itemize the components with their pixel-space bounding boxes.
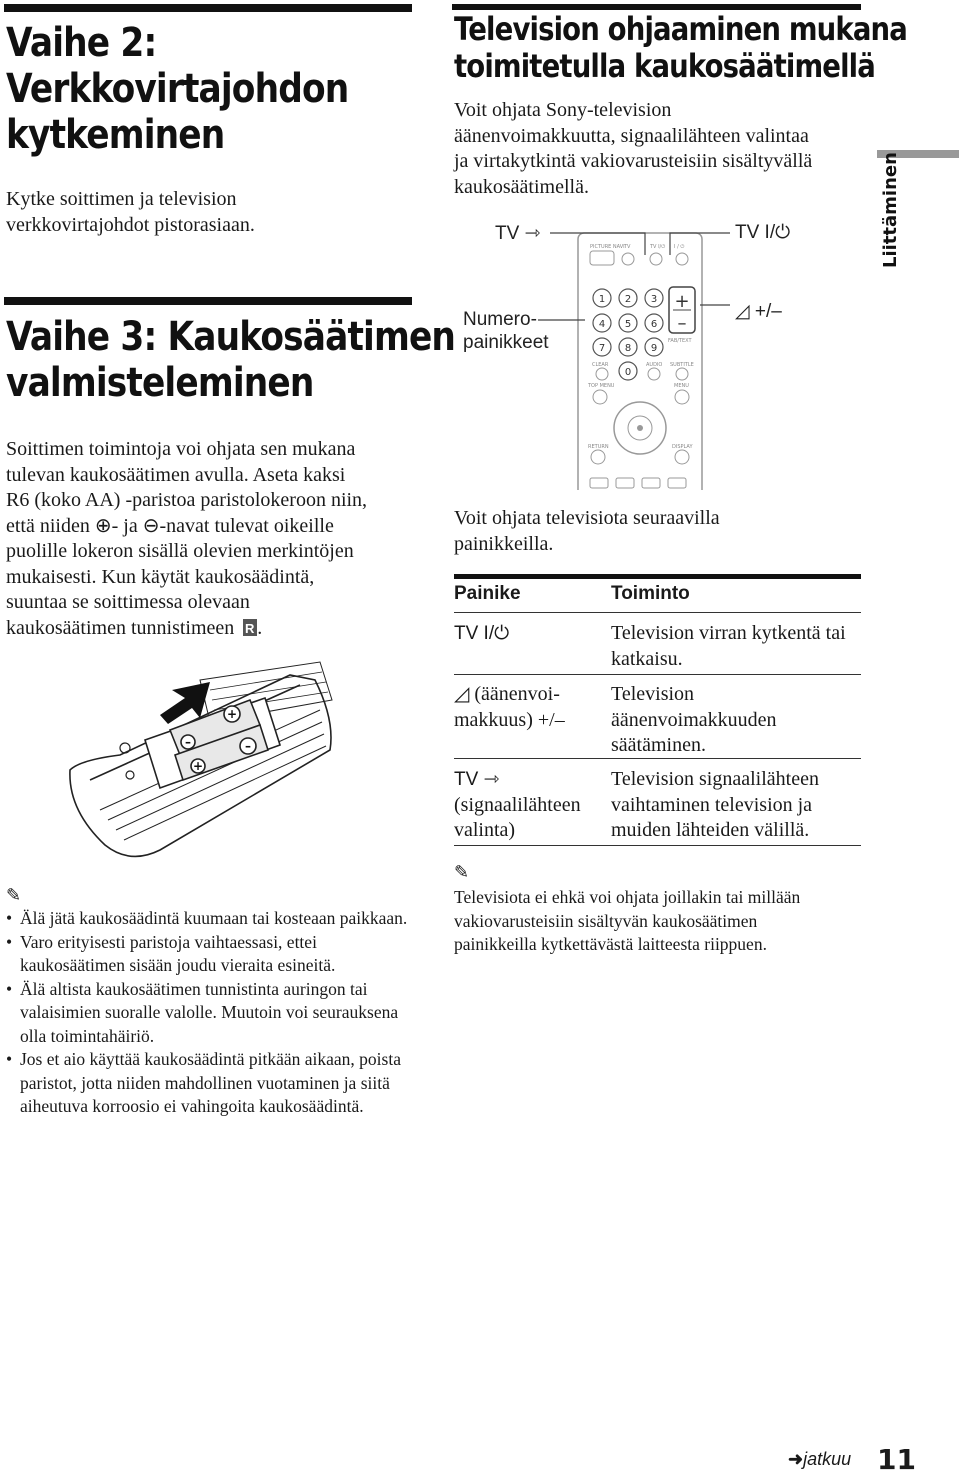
table-cell-function bbox=[611, 682, 863, 759]
tv-control-heading bbox=[454, 11, 960, 85]
remote-label: FAB/TEXT bbox=[668, 338, 692, 344]
cell-line: TV ⇾ bbox=[454, 769, 500, 790]
step3-notes bbox=[6, 907, 416, 1119]
heading-line: Verkkovirtajohdon bbox=[6, 66, 349, 112]
table-row bbox=[454, 758, 861, 846]
digit-label: 7 bbox=[598, 343, 606, 354]
body-line: R6 (koko AA) -paristoa paristolokeroon niin, bbox=[6, 489, 368, 511]
continue-indicator bbox=[788, 1449, 851, 1470]
remote-label: CLEAR bbox=[592, 362, 609, 368]
callout-line: Numero- bbox=[463, 309, 537, 330]
note-line: painikkeilla kytkettävästä laitteesta riippuen. bbox=[454, 934, 767, 954]
cell-line: (signaalilähteen bbox=[454, 793, 581, 816]
body-line: Voit ohjata Sony-television bbox=[454, 99, 672, 121]
cell-line: Television virran kytkentä tai bbox=[611, 622, 846, 644]
heading-line: toimitetulla kaukosäätimellä bbox=[454, 47, 875, 85]
step2-body: Kytke soittimen ja television verkkovirtajohdot pistorasiaan. bbox=[6, 188, 255, 236]
cell-line: Television bbox=[611, 683, 695, 705]
table-header-function: Toiminto bbox=[611, 583, 690, 604]
body-line: suuntaa se soittimessa olevaan bbox=[6, 591, 250, 613]
table-row bbox=[454, 674, 861, 759]
body-line: tulevan kaukosäätimen avulla. Aseta kaksi bbox=[6, 463, 346, 486]
svg-text:+: + bbox=[192, 759, 204, 773]
body-line: mukaisesti. Kun käytät kaukosäädintä, bbox=[6, 565, 315, 588]
digit-label: 5 bbox=[624, 319, 632, 330]
heading-line: valmisteleminen bbox=[6, 360, 314, 406]
digit-label: 9 bbox=[650, 343, 658, 354]
remote-label: TV bbox=[624, 244, 631, 250]
continue-arrow-icon: ➜ bbox=[788, 1449, 804, 1469]
body-line-text: kaukosäätimen tunnistimeen bbox=[6, 616, 235, 639]
step2-heading bbox=[6, 20, 404, 158]
callout-line: painikkeet bbox=[463, 332, 549, 353]
cell-line: vaihtaminen television ja bbox=[611, 793, 813, 816]
digit-label: 6 bbox=[650, 319, 658, 330]
remote-label: RETURN bbox=[588, 444, 609, 450]
page-number: 11 bbox=[877, 1443, 916, 1476]
cell-line: makkuus) +/– bbox=[454, 708, 565, 731]
digit-label: 4 bbox=[598, 319, 606, 330]
svg-text:–: – bbox=[245, 739, 251, 753]
remote-label: TOP MENU bbox=[588, 383, 615, 389]
svg-text:–: – bbox=[677, 313, 687, 334]
section-rule bbox=[4, 4, 412, 12]
remote-label: SUBTITLE bbox=[670, 362, 694, 368]
svg-text:–: – bbox=[185, 735, 191, 749]
cell-line: katkaisu. bbox=[611, 647, 683, 670]
note-line: Televisiota ei ehkä voi ohjata joillakin tai millään bbox=[454, 887, 801, 907]
note-item: • Älä jätä kaukosäädintä kuumaan tai kosteaan paikkaan. bbox=[6, 907, 416, 931]
svg-text:R: R bbox=[245, 620, 255, 636]
table-cell-button bbox=[454, 682, 604, 733]
table-intro bbox=[454, 506, 720, 557]
heading-line: kytkeminen bbox=[6, 112, 225, 158]
body-line: että niiden ⊕- ja ⊖-navat tulevat oikeille bbox=[6, 514, 334, 537]
heading-line: Television ohjaaminen mukana bbox=[454, 10, 907, 48]
step3-body bbox=[6, 437, 416, 641]
tv-control-note bbox=[454, 886, 800, 957]
remote-sensor-icon bbox=[243, 619, 257, 636]
cell-line: ◿ (äänenvoi- bbox=[454, 683, 560, 705]
cell-line: Television signaalilähteen bbox=[611, 768, 819, 790]
section-rule bbox=[4, 297, 412, 305]
table-cell-button bbox=[454, 767, 604, 844]
body-line: äänenvoimakkuutta, signaalilähteen valintaa bbox=[454, 124, 809, 147]
cell-line: säätäminen. bbox=[611, 734, 706, 756]
body-line: ja virtakytkintä vakiovarusteisiin sisältyvällä bbox=[454, 150, 813, 172]
remote-label: AUDIO bbox=[646, 362, 663, 368]
cell-line: valinta) bbox=[454, 819, 516, 841]
digit-label: 8 bbox=[624, 343, 632, 354]
table-row bbox=[454, 612, 861, 673]
step3-heading bbox=[6, 314, 528, 406]
table-top-rule bbox=[454, 574, 861, 579]
heading-line: Vaihe 2: bbox=[6, 20, 157, 66]
body-line: Voit ohjata televisiota seuraavilla bbox=[454, 507, 720, 529]
svg-text:+: + bbox=[226, 707, 238, 721]
callout-tv-power: TV I/⏻ bbox=[735, 222, 791, 243]
remote-label: MENU bbox=[674, 383, 689, 389]
digit-label: 2 bbox=[624, 294, 632, 305]
remote-label: I / ⏻ bbox=[674, 244, 685, 250]
note-icon: ✎ bbox=[6, 885, 22, 906]
remote-label: TV I/⏻ bbox=[650, 244, 666, 250]
note-item: • Jos et aio käyttää kaukosäädintä pitkään aikaan, poista paristot, jotta niiden mahdollinen vuotaminen ja siitä aiheutuva korroosio ei vahingoita kaukosäädintä. bbox=[6, 1048, 416, 1119]
note-icon: ✎ bbox=[454, 862, 470, 883]
body-line: Soittimen toimintoja voi ohjata sen mukana bbox=[6, 438, 356, 460]
table-cell-function bbox=[611, 621, 863, 672]
continue-label: jatkuu bbox=[803, 1449, 852, 1469]
side-tab-label: Liittäminen bbox=[880, 152, 901, 268]
tv-control-body bbox=[454, 98, 864, 200]
cell-line: TV I/⏻ bbox=[454, 623, 510, 644]
note-item: • Älä altista kaukosäätimen tunnistinta auringon tai valaisimien suoralle valolle. Muutoin voi seurauksena olla toimintahäiriö. bbox=[6, 978, 416, 1049]
callout-number-buttons bbox=[463, 308, 549, 354]
table-header-button: Painike bbox=[454, 583, 521, 604]
note-item: • Varo erityisesti paristoja vaihtaessasi, ettei kaukosäätimen sisään joudu vieraita esineitä. bbox=[6, 931, 416, 978]
digit-label: 1 bbox=[598, 294, 606, 305]
heading-line: Vaihe 3: Kaukosäätimen bbox=[6, 314, 456, 360]
body-line: painikkeilla. bbox=[454, 532, 554, 555]
table-cell-button bbox=[454, 621, 604, 647]
remote-label: DISPLAY bbox=[672, 444, 693, 450]
body-line: puolille lokeron sisällä olevien merkintöjen bbox=[6, 540, 354, 562]
note-line: vakiovarusteisiin sisältyvän kaukosäätimen bbox=[454, 910, 758, 931]
remote-label: PICTURE NAVI bbox=[590, 244, 625, 250]
body-line: kaukosäätimellä. bbox=[454, 175, 589, 198]
svg-text:+: + bbox=[674, 291, 690, 312]
digit-label: 3 bbox=[650, 294, 658, 305]
body-line: kaukosäätimen tunnistimeen R . bbox=[6, 616, 263, 639]
digit-label: 0 bbox=[624, 367, 632, 378]
callout-volume: ◿ +/– bbox=[735, 301, 782, 322]
table-cell-function bbox=[611, 767, 863, 844]
callout-tv-input: TV ⇾ bbox=[495, 223, 541, 244]
cell-line: muiden lähteiden välillä. bbox=[611, 819, 810, 841]
cell-line: äänenvoimakkuuden bbox=[611, 708, 777, 731]
battery-insertion-illustration bbox=[60, 660, 340, 870]
